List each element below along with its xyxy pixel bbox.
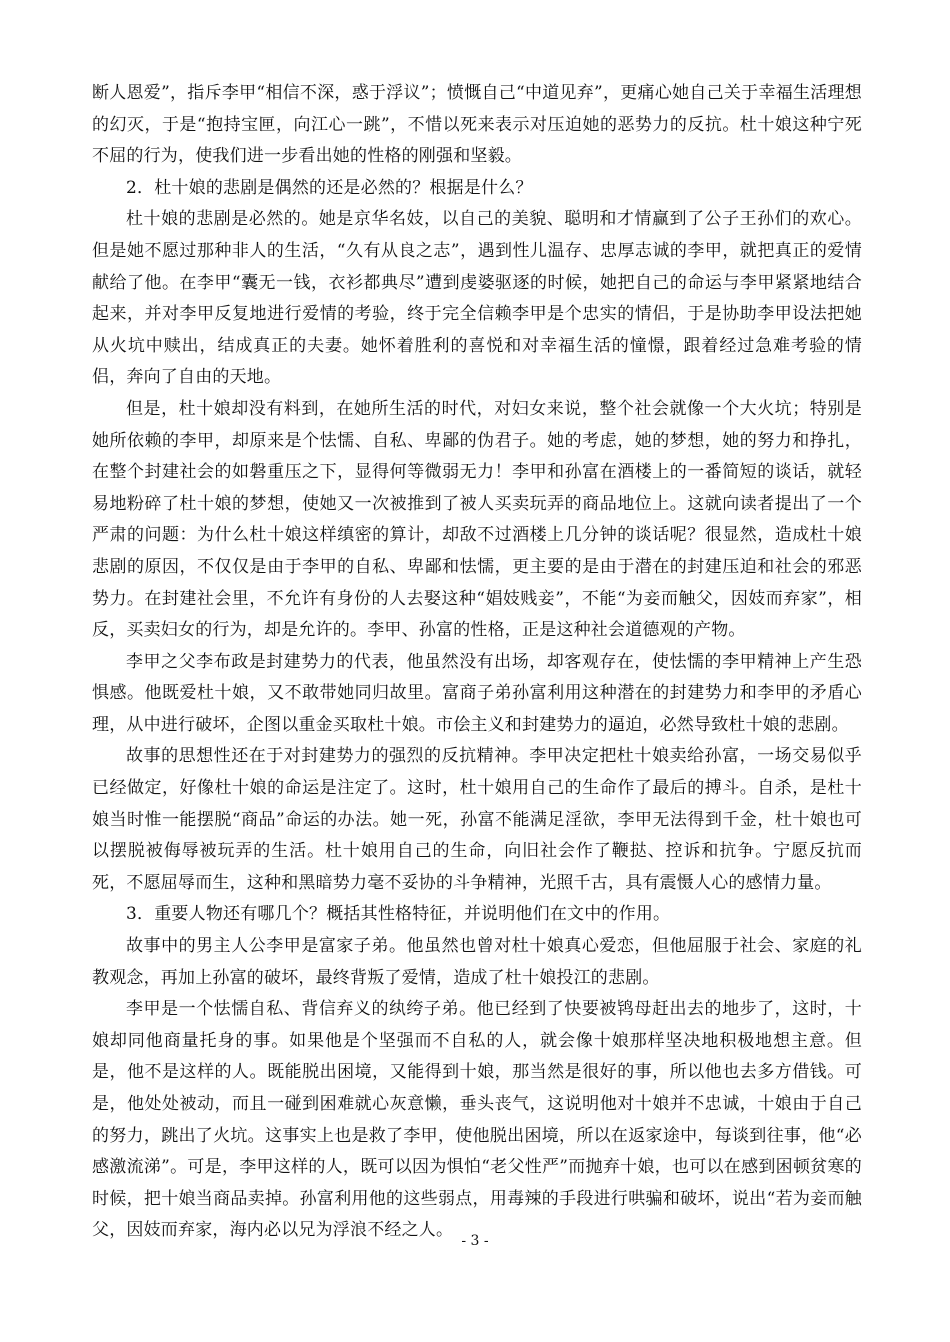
answer-3-paragraph: 故事中的男主人公李甲是富家子弟。他虽然也曾对杜十娘真心爱恋，但他屈服于社会、家庭的礼教观念，再加上孙富的破坏，最终背叛了爱情，造成了杜十娘投江的悲剧。 [92, 936, 862, 988]
answer-2-paragraph: 故事的思想性还在于对封建势力的强烈的反抗精神。李甲决定把杜十娘卖给孙富，一场交易似乎已经做定，好像杜十娘的命运是注定了。这时，杜十娘用自己的生命作了最后的搏斗。自杀，是杜十娘当时惟一能摆脱“商品”命运的办法。她一死，孙富不能满足淫欲，李甲无法得到千金，杜十娘也可以摆脱被侮辱被玩弄的生活。杜十娘用自己的生命，向旧社会作了鞭挞、控诉和抗争。宁愿反抗而死，不愿屈辱而生，这种和黑暗势力毫不妥协的斗争精神，光照千古，具有震慑人心的感情力量。 [92, 746, 862, 893]
question-2: 2．杜十娘的悲剧是偶然的还是必然的？根据是什么？ [126, 177, 533, 198]
answer-3-paragraph: 李甲是一个怯懦自私、背信弃义的纨绔子弟。他已经到了快要被鸨母赶出去的地步了，这时，十娘却同他商量托身的事。如果他是个坚强而不自私的人，就会像十娘那样坚决地积极地想主意。但是，他不是这样的人。既能脱出困境，又能得到十娘，那当然是很好的事，所以他也去多方借钱。可是，他处处被动，而且一碰到困难就心灰意懒，垂头丧气，这说明他对十娘并不忠诚，十娘由于自己的努力，跳出了火坑。这事实上也是救了李甲，使他脱出困境，所以在返家途中，每谈到往事，他“必感激流涕”。可是，李甲这样的人，既可以因为惧怕“老父性严”而抛弃十娘，也可以在感到困顿贫寒的时候，把十娘当商品卖掉。孙富利用他的这些弱点，用毒辣的手段进行哄骗和破坏，说出“若为妾而触父，因妓而弃家，海内必以兄为浮浪不经之人。 [92, 999, 862, 1241]
page-number: - 3 - [461, 1233, 489, 1249]
answer-2-paragraph: 但是，杜十娘却没有料到，在她所生活的时代，对妇女来说，整个社会就像一个大火坑；特别是她所依赖的李甲，却原来是个怯懦、自私、卑鄙的伪君子。她的考虑，她的梦想，她的努力和挣扎，在整个封建社会的如磐重压之下，显得何等微弱无力！李甲和孙富在酒楼上的一番简短的谈话，就轻易地粉碎了杜十娘的梦想，使她又一次被推到了被人买卖玩弄的商品地位上。这就向读者提出了一个严肃的问题：为什么杜十娘这样缜密的算计，却敌不过酒楼上几分钟的谈话呢？很显然，造成杜十娘悲剧的原因，不仅仅是由于李甲的自私、卑鄙和怯懦，更主要的是由于潜在的封建压迫和社会的邪恶势力。在封建社会里，不允许有身份的人去娶这种“娼妓贱妾”，不能“为妾而触父，因妓而弃家”，相反，买卖妇女的行为，却是允许的。李甲、孙富的性格，正是这种社会道德观的产物。 [92, 398, 862, 641]
question-3: 3．重要人物还有哪几个？概括其性格特征，并说明他们在文中的作用。 [126, 904, 671, 925]
answer-2-paragraph: 杜十娘的悲剧是必然的。她是京华名妓，以自己的美貌、聪明和才情赢到了公子王孙们的欢心。但是她不愿过那种非人的生活，“久有从良之志”，遇到性儿温存、忠厚志诚的李甲，就把真正的爱情献给了他。在李甲“囊无一钱，衣衫都典尽”遭到虔婆驱逐的时候，她把自己的命运与李甲紧紧地结合起来，并对李甲反复地进行爱情的考验，终于完全信赖李甲是个忠实的情侣，于是协助李甲设法把她从火坑中赎出，结成真正的夫妻。她怀着胜利的喜悦和对幸福生活的憧憬，跟着经过急难考验的情侣，奔向了自由的天地。 [92, 209, 862, 388]
answer-2-paragraph: 李甲之父李布政是封建势力的代表，他虽然没有出场，却客观存在，使怯懦的李甲精神上产生恐惧感。他既爱杜十娘，又不敢带她同归故里。富商子弟孙富利用这种潜在的封建势力和李甲的矛盾心理，从中进行破坏，企图以重金买取杜十娘。市侩主义和封建势力的逼迫，必然导致杜十娘的悲剧。 [92, 651, 862, 735]
paragraph-continuation: 断人恩爱”，指斥李甲“相信不深，惑于浮议”；愤慨自己“中道见弃”，更痛心她自己关于幸福生活理想的幻灭，于是“抱持宝匣，向江心一跳”，不惜以死来表示对压迫她的恶势力的反抗。杜十娘这种宁死不屈的行为，使我们进一步看出她的性格的刚强和坚毅。 [92, 83, 862, 167]
document-body [92, 78, 862, 1247]
